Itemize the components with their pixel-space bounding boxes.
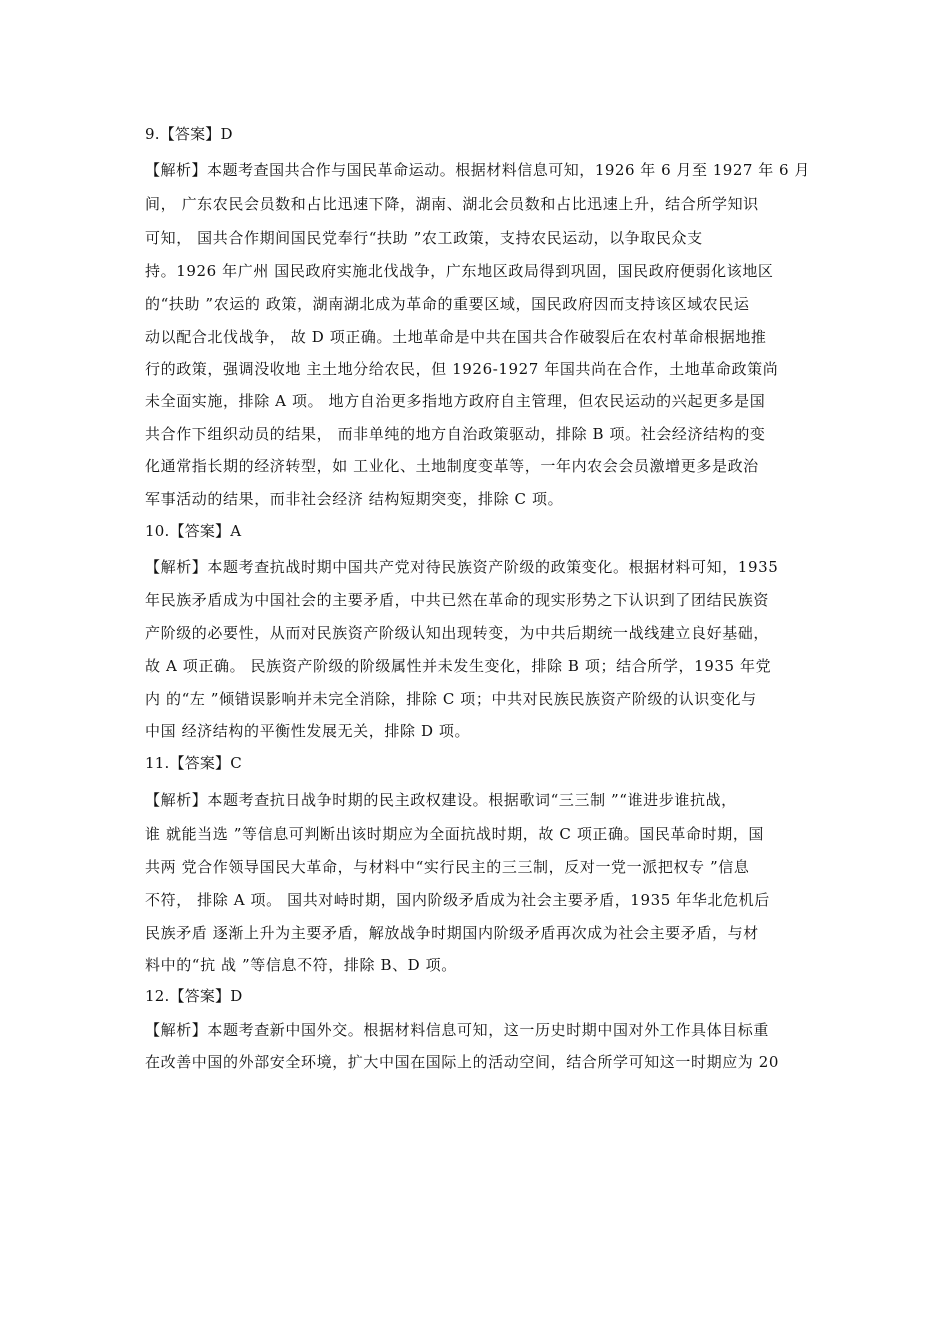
q9-analysis-line: 可知， 国共合作期间国民党奉行“扶助 ”农工政策，支持农民运动，以争取民众支 (145, 229, 703, 247)
q9-analysis-line: 共合作下组织动员的结果， 而非单纯的地方自治政策驱动，排除 B 项。社会经济结构的变 (145, 425, 766, 443)
q11-analysis-line: 【解析】本题考查抗日战争时期的民主政权建设。根据歌词“三三制 ”“谁进步谁抗战， (145, 791, 737, 809)
q9-analysis-line: 【解析】本题考查国共合作与国民革命运动。根据材料信息可知，1926 年 6 月至 1927 年 6 月 (145, 161, 810, 179)
q10-analysis-line: 产阶级的必要性，从而对民族资产阶级认知出现转变，为中共后期统一战线建立良好基础， (145, 624, 770, 642)
q11-analysis-line: 民族矛盾 逐渐上升为主要矛盾，解放战争时期国内阶级矛盾再次成为社会主要矛盾，与材 (145, 924, 759, 942)
q12-analysis-line: 在改善中国的外部安全环境，扩大中国在国际上的活动空间，结合所学可知这一时期应为 20 (145, 1053, 780, 1071)
q10-analysis-line: 故 A 项正确。 民族资产阶级的阶级属性并未发生变化，排除 B 项；结合所学，1935 年党 (145, 657, 772, 675)
q10-analysis-line: 中国 经济结构的平衡性发展无关，排除 D 项。 (145, 722, 471, 740)
q10-analysis-line: 内 的“左 ”倾错误影响并未完全消除，排除 C 项；中共对民族民族资产阶级的认识变化与 (145, 690, 757, 708)
q10-answer: 10.【答案】A (145, 522, 242, 540)
q9-analysis-line: 的“扶助 ”农运的 政策，湖南湖北成为革命的重要区域，国民政府因而支持该区域农民运 (145, 295, 750, 313)
q12-answer: 12.【答案】D (145, 987, 243, 1005)
q9-analysis-line: 未全面实施，排除 A 项。 地方自治更多指地方政府自主管理，但农民运动的兴起更多是国 (145, 392, 766, 410)
q11-analysis-line: 谁 就能当选 ”等信息可判断出该时期应为全面抗战时期，故 C 项正确。国民革命时期，国 (145, 825, 765, 843)
q9-analysis-line: 化通常指长期的经济转型，如 工业化、土地制度变革等，一年内农会会员激增更多是政治 (145, 457, 759, 475)
q11-analysis-line: 不符， 排除 A 项。 国共对峙时期，国内阶级矛盾成为社会主要矛盾，1935 年华北危机后 (145, 891, 770, 909)
q9-analysis-line: 动以配合北伐战争， 故 D 项正确。土地革命是中共在国共合作破裂后在农村革命根据地推 (145, 328, 767, 346)
q9-analysis-line: 间， 广东农民会员数和占比迅速下降，湖南、湖北会员数和占比迅速上升，结合所学知识 (145, 195, 759, 213)
q11-answer: 11.【答案】C (145, 754, 242, 772)
q9-analysis-line: 持。1926 年广州 国民政府实施北伐战争，广东地区政局得到巩固，国民政府便弱化该地区 (145, 262, 774, 280)
q10-analysis-line: 年民族矛盾成为中国社会的主要矛盾，中共已然在革命的现实形势之下认识到了团结民族资 (145, 591, 770, 609)
q10-analysis-line: 【解析】本题考查抗战时期中国共产党对待民族资产阶级的政策变化。根据材料可知，1935 (145, 558, 779, 576)
q9-analysis-line: 行的政策，强调没收地 主土地分给农民，但 1926-1927 年国共尚在合作，土地革命政策尚 (145, 360, 779, 378)
q11-analysis-line: 共两 党合作领导国民大革命，与材料中“实行民主的三三制，反对一党一派把权专 ”信息 (145, 858, 750, 876)
q9-analysis-line: 军事活动的结果，而非社会经济 结构短期突变，排除 C 项。 (145, 490, 564, 508)
q11-analysis-line: 料中的“抗 战 ”等信息不符，排除 B、D 项。 (145, 956, 457, 974)
q12-analysis-line: 【解析】本题考查新中国外交。根据材料信息可知，这一历史时期中国对外工作具体目标重 (145, 1021, 770, 1039)
q9-answer: 9.【答案】D (145, 125, 233, 143)
